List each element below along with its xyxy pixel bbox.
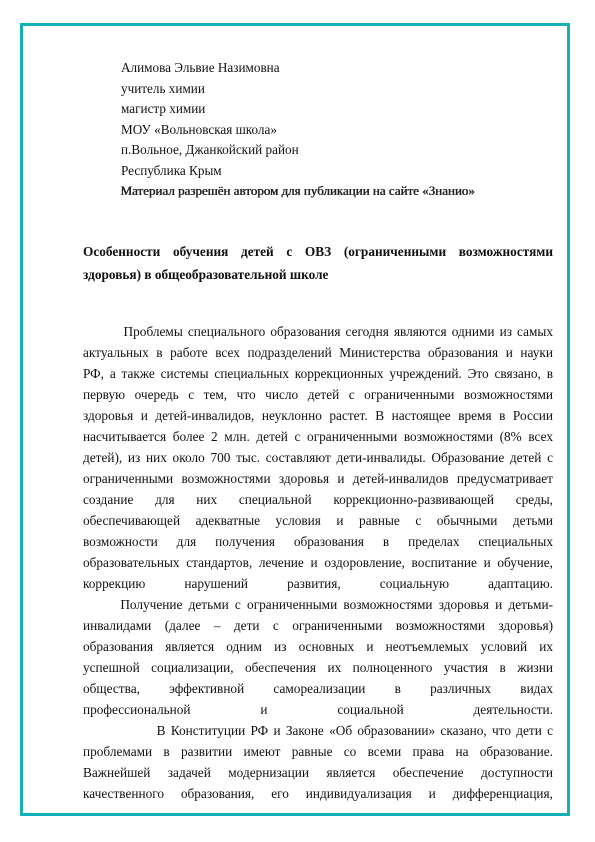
body-line: ограниченными возможностями здоровья и детей-инвалидов предусматривает	[83, 471, 553, 486]
author-locality: п.Вольное, Джанкойский район	[121, 142, 299, 157]
body-line: РФ, а также системы специальных коррекционных учреждений. Это связано, в	[83, 366, 553, 381]
body-line: насчитывается более 2 млн. детей с ограниченными возможностями (8% всех	[83, 429, 553, 444]
author-school: МОУ «Вольновская школа»	[121, 121, 277, 137]
body-line: коррекцию нарушений развития, социальную адаптацию.	[83, 576, 553, 591]
author-position: учитель химии	[121, 80, 205, 96]
body-line: детей), из них около 700 тыс. составляют дети-инвалиды. Образование детей с	[83, 450, 553, 465]
body-line: профессиональной и социальной деятельности.	[83, 702, 553, 717]
body-line: создание для них специальной коррекционно-развивающей среды,	[83, 492, 553, 507]
body-line: качественного образования, его индивидуализация и дифференциация,	[83, 786, 553, 801]
author-region: Республика Крым	[121, 162, 222, 178]
body-line: Важнейшей задачей модернизации является обеспечение доступности	[83, 765, 553, 780]
body-line: инвалидами (далее – дети с ограниченными возможностями здоровья)	[83, 618, 553, 633]
title-line: Особенности обучения детей с ОВЗ (ограниченными возможностями	[83, 244, 553, 259]
body-line: проблемами в развитии имеют равные со всеми права на образование.	[83, 744, 553, 759]
body-line: Проблемы специального образования сегодня являются одними из самых	[83, 324, 553, 339]
body-line: здоровья и детей-инвалидов, неуклонно растет. В настоящее время в России	[83, 408, 553, 423]
body-line: общества, эффективной самореализации в различных видах	[83, 681, 553, 696]
body-line: обеспечивающей адекватные условия и равные с обычными детьми	[83, 513, 553, 528]
author-degree: магистр химии	[121, 101, 206, 116]
body-line: Получение детьми с ограниченными возможностями здоровья и детьми-	[83, 597, 553, 612]
author-name: Алимова Эльвие Назимовна	[121, 60, 280, 75]
title-line: здоровья) в общеобразовательной школе	[83, 267, 329, 282]
permission-note: Материал разрешён автором для публикации на сайте «Знанио»	[120, 183, 475, 198]
body-line: В Конституции РФ и Законе «Об образовании» сказано, что дети с	[83, 723, 553, 738]
body-line: успешной социализации, обеспечения их полноценного участия в жизни	[83, 660, 553, 675]
author-block	[121, 58, 299, 181]
body-line: первую очередь с тем, что число детей с ограниченными возможностями	[83, 387, 553, 402]
article-title	[83, 240, 553, 286]
body-line: возможности для получения образования в пределах специальных	[83, 534, 553, 549]
body-line: образовательных стандартов, лечение и оздоровление, воспитание и обучение,	[83, 555, 553, 570]
body-line: актуальных в работе всех подразделений Министерства образования и науки	[83, 345, 553, 360]
article-body	[83, 321, 553, 804]
body-line: образования является одним из основных и неотъемлемых условий их	[83, 639, 553, 654]
